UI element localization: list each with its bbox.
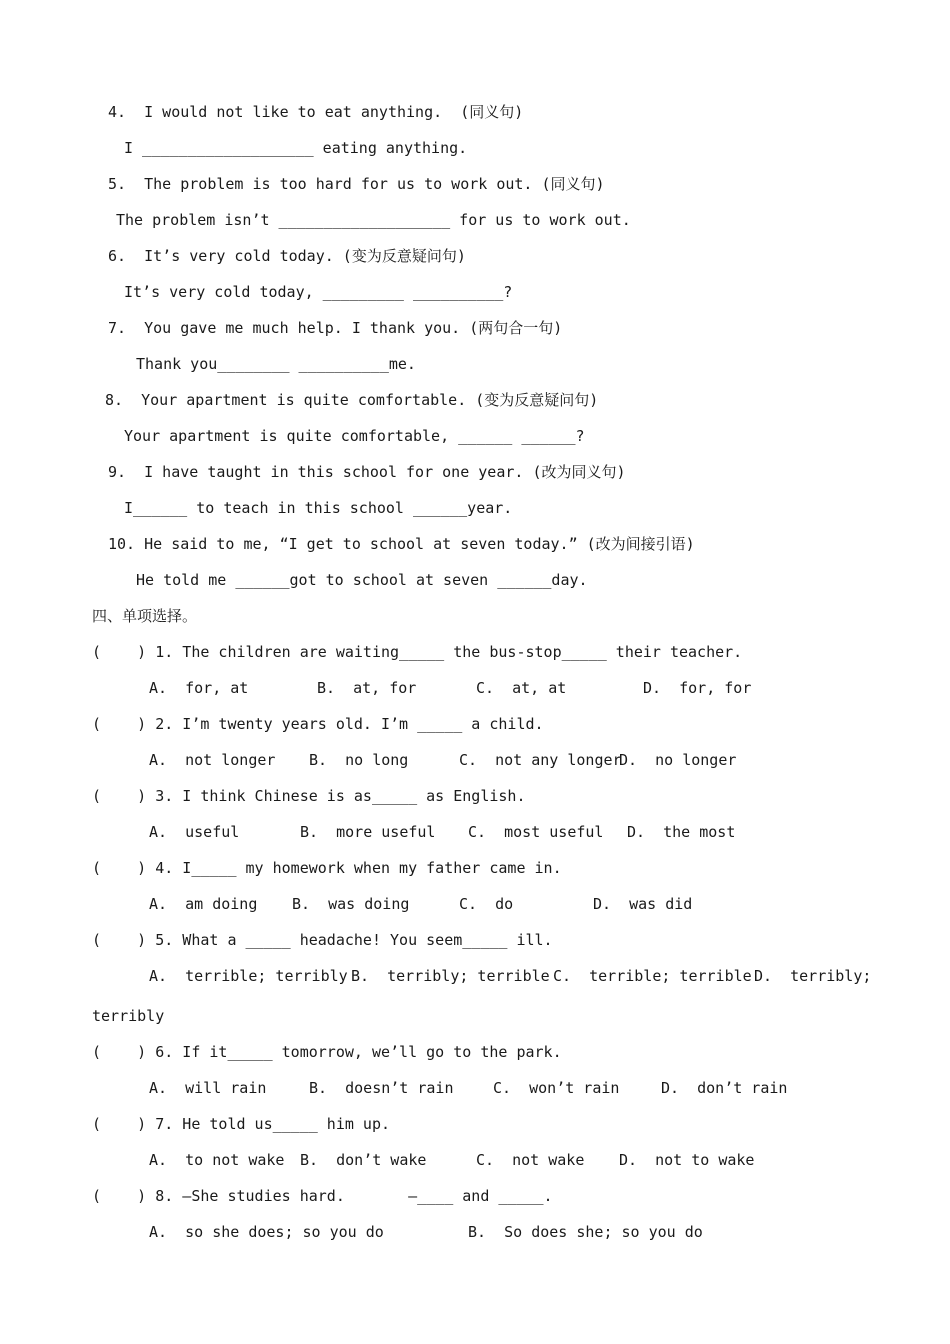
mc3-option-a: A. useful	[149, 823, 240, 841]
rewrite-question-4: 4. I would not like to eat anything. (同义句)	[108, 103, 524, 121]
mc3-option-c: C. most useful	[468, 823, 604, 841]
mc5-option-b: B. terribly; terrible	[351, 967, 550, 985]
mc8-option-b: B. So does she; so you do	[468, 1223, 703, 1241]
mc3-option-d: D. the most	[627, 823, 736, 841]
rewrite-answer-4: I ___________________ eating anything.	[124, 139, 468, 157]
mc4-option-a: A. am doing	[149, 895, 258, 913]
mc2-option-d: D. no longer	[619, 751, 737, 769]
mc1-option-d: D. for, for	[643, 679, 752, 697]
rewrite-question-9: 9. I have taught in this school for one year. (改为同义句)	[108, 463, 626, 481]
mc2-option-c: C. not any longer	[459, 751, 622, 769]
mc-question-6: ( ) 6. If it_____ tomorrow, we’ll go to the park.	[92, 1043, 562, 1061]
rewrite-answer-5: The problem isn’t ___________________ for us to work out.	[116, 211, 631, 229]
mc3-option-b: B. more useful	[300, 823, 436, 841]
mc7-option-d: D. not to wake	[619, 1151, 755, 1169]
mc1-option-b: B. at, for	[317, 679, 417, 697]
mc6-option-c: C. won’t rain	[493, 1079, 620, 1097]
rewrite-answer-6: It’s very cold today, _________ __________?	[124, 283, 513, 301]
mc-question-1: ( ) 1. The children are waiting_____ the bus-stop_____ their teacher.	[92, 643, 743, 661]
mc-question-7: ( ) 7. He told us_____ him up.	[92, 1115, 391, 1133]
mc4-option-d: D. was did	[593, 895, 693, 913]
mc5-option-d: D. terribly;	[754, 967, 872, 985]
mc5-option-a: A. terrible; terribly	[149, 967, 348, 985]
rewrite-answer-9: I______ to teach in this school ______year.	[124, 499, 513, 517]
mc4-option-c: C. do	[459, 895, 514, 913]
mc7-option-b: B. don’t wake	[300, 1151, 427, 1169]
mc-question-4: ( ) 4. I_____ my homework when my father came in.	[92, 859, 562, 877]
rewrite-answer-8: Your apartment is quite comfortable, ______ ______?	[124, 427, 585, 445]
mc8-option-a: A. so she does; so you do	[149, 1223, 384, 1241]
mc7-option-a: A. to not wake	[149, 1151, 285, 1169]
rewrite-answer-7: Thank you________ __________me.	[136, 355, 416, 373]
rewrite-question-6: 6. It’s very cold today. (变为反意疑问句)	[108, 247, 466, 265]
mc6-option-b: B. doesn’t rain	[309, 1079, 454, 1097]
section-heading: 四、单项选择。	[92, 607, 198, 625]
rewrite-answer-10: He told me ______got to school at seven ______day.	[136, 571, 588, 589]
mc6-option-d: D. don’t rain	[661, 1079, 788, 1097]
mc5-option-d-wrap: terribly	[92, 1007, 165, 1025]
mc4-option-b: B. was doing	[292, 895, 410, 913]
mc1-option-a: A. for, at	[149, 679, 249, 697]
mc2-option-b: B. no long	[309, 751, 409, 769]
rewrite-question-8: 8. Your apartment is quite comfortable. (变为反意疑问句)	[105, 391, 599, 409]
mc1-option-c: C. at, at	[476, 679, 567, 697]
mc-question-5: ( ) 5. What a _____ headache! You seem_____ ill.	[92, 931, 553, 949]
mc5-option-c: C. terrible; terrible	[553, 967, 752, 985]
mc-question-2: ( ) 2. I’m twenty years old. I’m _____ a child.	[92, 715, 544, 733]
mc-question-3: ( ) 3. I think Chinese is as_____ as English.	[92, 787, 526, 805]
rewrite-question-7: 7. You gave me much help. I thank you. (两句合一句)	[108, 319, 563, 337]
mc-question-8: ( ) 8. —She studies hard. —____ and _____.	[92, 1187, 553, 1205]
mc2-option-a: A. not longer	[149, 751, 276, 769]
mc7-option-c: C. not wake	[476, 1151, 585, 1169]
rewrite-question-10: 10. He said to me, “I get to school at seven today.” (改为间接引语)	[108, 535, 695, 553]
rewrite-question-5: 5. The problem is too hard for us to work out. (同义句)	[108, 175, 605, 193]
mc6-option-a: A. will rain	[149, 1079, 267, 1097]
